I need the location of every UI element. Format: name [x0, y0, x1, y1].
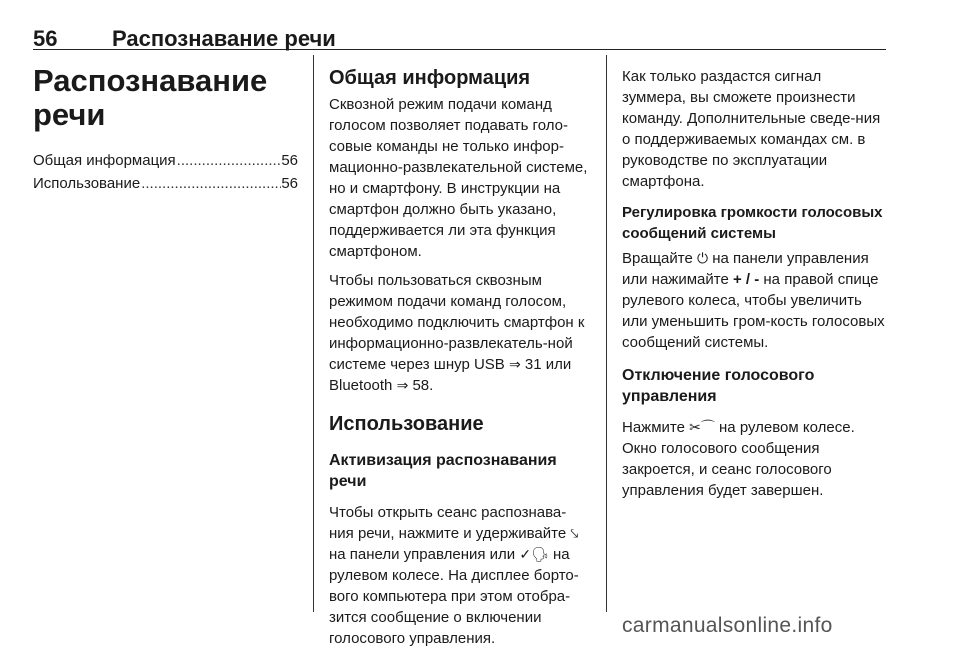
toc-entry-general[interactable]: Общая информация ..... 56 [33, 149, 298, 172]
paragraph: Вращайте ⏻ на панели управления или нажимайте + / - на правой спице рулевого колеса, чтобы увеличить или уменьшить гром-кость голосовых сообщений системы. [622, 250, 885, 351]
heading-general: Общая информация [329, 67, 531, 89]
paragraph: Нажмите ✂⌒ на рулевом колесе. Окно голосового сообщения закроется, и сеанс голосового управления будет завершен. [622, 419, 855, 499]
page-number: 56 [33, 26, 58, 51]
phone-icon: ⤥ [570, 525, 579, 541]
column-3 [622, 55, 887, 509]
column-divider-1 [313, 55, 314, 612]
heading-volume: Регулировка громкости голосовых сообщений системы [622, 204, 883, 242]
power-icon: ⏻ [696, 250, 709, 266]
chapter-title: Распознавание речи [33, 63, 268, 132]
heading-activation: Активизация распознавания речи [329, 452, 557, 490]
voice-icon: ✓🗣 [519, 546, 549, 562]
column-divider-2 [606, 55, 607, 612]
watermark: carmanualsonline.info [622, 614, 833, 637]
column-2 [329, 55, 591, 657]
heading-voice-off: Отключение голосового управления [622, 367, 815, 405]
heading-usage: Использование [329, 413, 484, 435]
paragraph: Чтобы пользоваться сквозным режимом подачи команд голосом, необходимо подключить смартфон к информационно-развлекатель-ной системе через шнур USB ⇒ 31 или Bluetooth ⇒ 58. [329, 272, 585, 394]
paragraph: Чтобы открыть сеанс распознава-ния речи, нажмите и удерживайте ⤥ на панели управления или ✓🗣 на рулевом колесе. На дисплее борто-вого компьютера при этом отобра-зится сообщение о включении голосового управления. [329, 504, 579, 647]
page-header [33, 16, 886, 50]
arrow-icon: ⇒ [508, 356, 521, 372]
paragraph: Как только раздастся сигнал зуммера, вы сможете произнести команду. Дополнительные сведе-ния о поддерживаемых командах см. в руководстве по эксплуатации смартфона. [622, 68, 881, 190]
paragraph: Сквозной режим подачи команд голосом позволяет подавать голо-совые команды не только инфор-мационно-развлекательной системе, но и смартфону. В инструкции на смартфон должно быть указано, поддерживается ли эта функция смартфоном. [329, 96, 588, 260]
column-1 [33, 55, 298, 195]
toc-entry-usage[interactable]: Использование ..... 56 [33, 172, 298, 195]
running-title: Распознавание речи [112, 26, 336, 51]
mute-icon: ✂⌒ [689, 419, 715, 435]
arrow-icon: ⇒ [396, 377, 409, 393]
